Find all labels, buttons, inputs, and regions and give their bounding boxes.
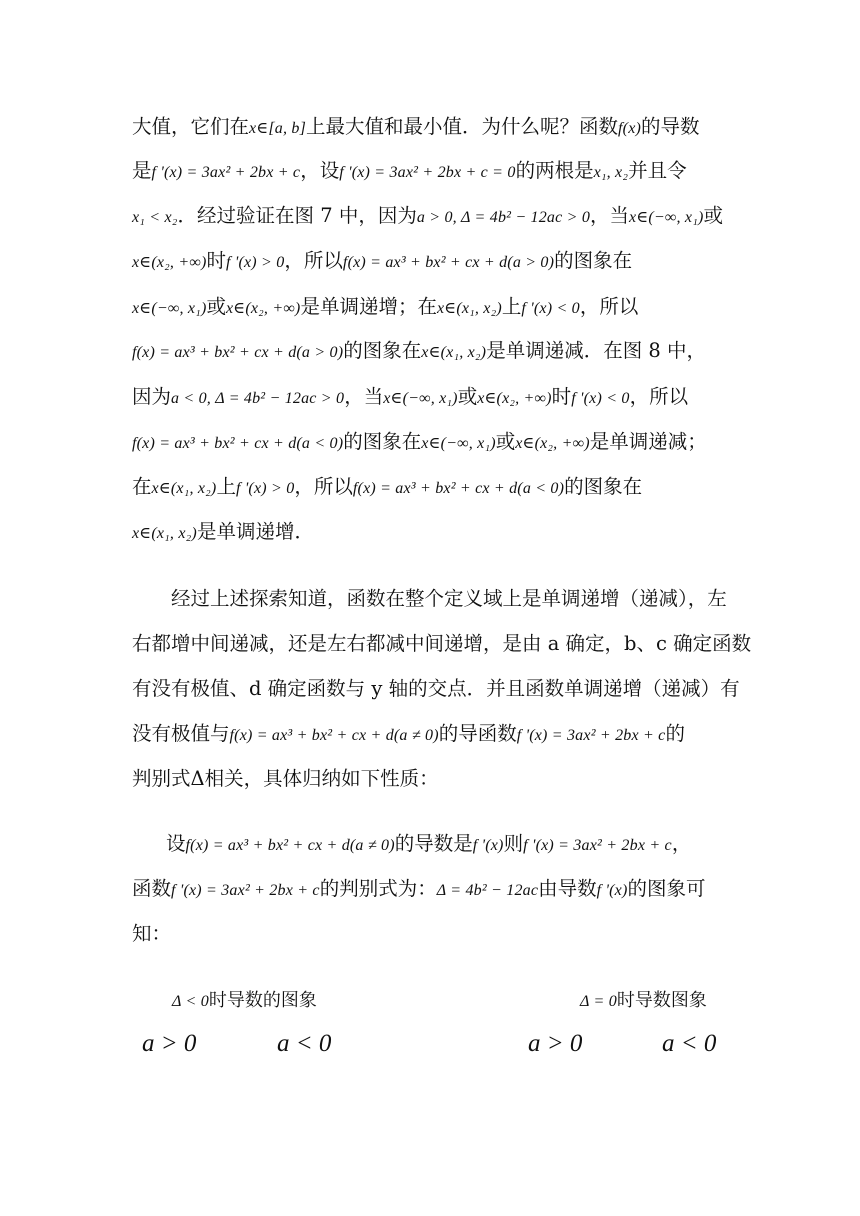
- text-line: 是f '(x) = 3ax² + 2bx + c，设f '(x) = 3ax² + 2bx + c = 0的两根是x₁, x₂并且令: [132, 159, 687, 182]
- paragraph-line: 函数f '(x) = 3ax² + 2bx + c的判别式为：Δ = 4b² − 12ac由导数f '(x)的图象可: [132, 877, 706, 900]
- text-line: f(x) = ax³ + bx² + cx + d(a > 0)的图象在x∈(x₁, x₂)是单调递减．在图 8 中，: [132, 339, 707, 362]
- paragraph-line: 右都增中间递减，还是左右都减中间递增，是由 a 确定，b、c 确定函数: [132, 632, 752, 655]
- paragraph-line: 有没有极值、d 确定函数与 y 轴的交点．并且函数单调递增（递减）有: [132, 677, 740, 700]
- paragraph-line: 知：: [132, 922, 172, 945]
- paragraph-line: 没有极值与f(x) = ax³ + bx² + cx + d(a ≠ 0)的导函数f '(x) = 3ax² + 2bx + c的: [132, 722, 685, 745]
- text-line: 因为a < 0, Δ = 4b² − 12ac > 0，当x∈(−∞, x₁)或x∈(x₂, +∞)时f '(x) < 0，所以: [132, 385, 689, 408]
- label-a-negative: a < 0: [662, 1030, 717, 1057]
- text-line: x₁ < x₂．经过验证在图 7 中，因为a > 0, Δ = 4b² − 12ac > 0，当x∈(−∞, x₁)或: [132, 204, 724, 227]
- label-a-positive: a > 0: [528, 1030, 583, 1057]
- text-line: f(x) = ax³ + bx² + cx + d(a < 0)的图象在x∈(−∞, x₁)或x∈(x₂, +∞)是单调递减；: [132, 430, 707, 453]
- text-line: 在x∈(x₁, x₂)上f '(x) > 0，所以f(x) = ax³ + bx² + cx + d(a < 0)的图象在: [132, 475, 643, 498]
- caption-left: Δ < 0时导数的图象: [172, 990, 317, 1011]
- paragraph-line: 经过上述探索知道，函数在整个定义域上是单调递增（递减），左: [171, 587, 727, 610]
- text-line: x∈(−∞, x₁)或x∈(x₂, +∞)是单调递增；在x∈(x₁, x₂)上f '(x) < 0，所以: [132, 295, 639, 318]
- label-a-negative: a < 0: [277, 1030, 332, 1057]
- paragraph-line: 设f(x) = ax³ + bx² + cx + d(a ≠ 0)的导数是f '(x)则f '(x) = 3ax² + 2bx + c，: [166, 832, 692, 855]
- text-line: 大值，它们在x∈[a, b]上最大值和最小值．为什么呢？函数f(x)的导数: [132, 115, 700, 138]
- caption-right: Δ = 0时导数图象: [580, 990, 707, 1011]
- text-line: x∈(x₂, +∞)时f '(x) > 0，所以f(x) = ax³ + bx² + cx + d(a > 0)的图象在: [132, 249, 633, 272]
- paragraph-line: 判别式Δ相关，具体归纳如下性质：: [132, 767, 439, 790]
- text-line: x∈(x₁, x₂)是单调递增．: [132, 520, 314, 543]
- label-a-positive: a > 0: [142, 1030, 197, 1057]
